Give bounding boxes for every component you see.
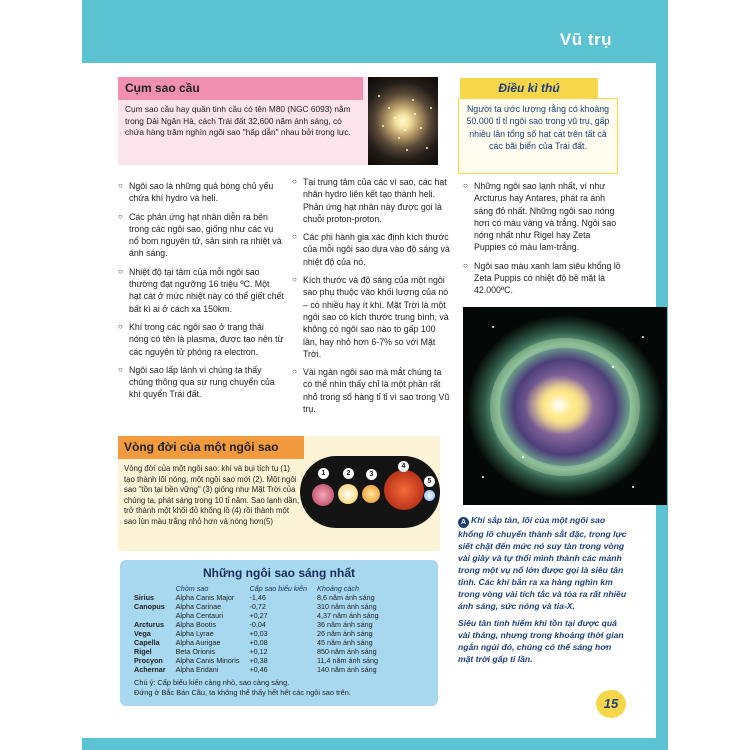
table-row [134, 638, 389, 647]
star-distance: 8,6 năm ánh sáng [317, 593, 375, 602]
supernova-image [463, 307, 667, 505]
middle-bullet: ○ Các phi hành gia xác định kích thước của mỗi ngôi sao dựa vào độ sáng và nhiệt độ của nó. [292, 231, 452, 268]
star-name: Canopus [134, 602, 165, 611]
wonder-box [458, 98, 618, 174]
column-header-constellation: Chòm sao [175, 584, 209, 593]
star-distance: 26 năm ánh sáng [317, 629, 373, 638]
star-magnitude: +0,03 [249, 629, 268, 638]
star-distance: 4,37 năm ánh sáng [317, 611, 379, 620]
star-name: Achernar [134, 665, 166, 674]
life-cycle-diagram [300, 456, 440, 528]
stage-1-label: 1 [318, 468, 329, 479]
star-name: Rigel [134, 647, 152, 656]
supernova-caption [458, 514, 628, 670]
star-constellation: Beta Orionis [175, 647, 216, 656]
left-bullet: ○ Nhiệt độ tại tâm của mỗi ngôi sao thường đạt ngưỡng 16 triệu ºC. Một hạt cát ở mức nhiệt này có thể giết chết bất kì ai ở cách xa 150km. [118, 266, 284, 315]
star-constellation: Alpha Bootis [175, 620, 216, 629]
table-row [134, 629, 389, 638]
stage-4-red-giant [384, 470, 424, 510]
wonder-heading-bar [460, 78, 598, 98]
stage-4-label: 4 [398, 461, 409, 472]
stage-3-label: 3 [366, 469, 377, 480]
left-bullet: ○ Ngôi sao lấp lánh vì chúng ta thấy chúng thông qua sự rung chuyển của khí quyển Trái đất. [118, 364, 284, 401]
caption-text-1: Khi sắp tàn, lõi của một ngôi sao khổng lồ chuyển thành sắt đặc, trọng lực siết chặt đến mức nó suy tàn trong vòng vài giây và tự thổi mình thành các mảnh trong một vụ nổ lớn được gọi là siêu tân tinh. Các khí bắn ra xa hàng nghìn km trong vòng vài tích tắc và tỏa ra rất nhiều ánh sáng, sức nóng và tia-X. [458, 515, 627, 611]
book-page [82, 0, 668, 750]
brightest-stars-box [120, 560, 438, 706]
star-constellation: Alpha Canis Major [175, 593, 235, 602]
stage-3-stable-star [362, 485, 380, 503]
star-distance: 310 năm ánh sáng [317, 602, 377, 611]
cluster-box [118, 77, 438, 165]
star-magnitude: -0,72 [249, 602, 266, 611]
wonder-text: Người ta ước lượng rằng có khoảng 50.000 tỉ tỉ ngôi sao trong vũ trụ, gấp nhiều lần tổng số hạt cát trên tất cả các bãi biển của Trái đất. [466, 104, 610, 151]
wonder-heading: Điều kì thú [498, 81, 560, 95]
column-header-name [134, 584, 176, 593]
stage-2-new-star [338, 484, 358, 504]
page-number: 15 [596, 690, 626, 718]
stars-note-1: Chú ý: Cấp biểu kiến càng nhỏ, sao càng sáng. [134, 678, 290, 687]
star-magnitude: +0,12 [249, 647, 268, 656]
right-bullet: ○ Ngôi sao màu xanh lam siêu khổng lồ Zeta Puppis có nhiệt độ bề mặt là 42.000ºC. [463, 260, 623, 297]
table-row [134, 665, 389, 674]
brightest-stars-title: Những ngôi sao sáng nhất [202, 566, 356, 580]
star-constellation: Alpha Canis Minoris [175, 656, 240, 665]
life-cycle-text: Vòng đời của một ngôi sao: khí và bụi tích tụ (1) tạo thành lõi nóng, một ngôi sao mới (2). Một ngôi sao "tồn tại bền vững" (3) giống như Mặt Trời của chúng ta, phát sáng trong 10 tỉ năm. Sao lạnh dần, trở thành một khối đỏ khổng lồ (4) rồi thành một sao lùn màu trắng nhỏ hơn và nóng hơn(5) [124, 464, 300, 526]
star-distance: 36 năm ánh sáng [317, 620, 373, 629]
star-constellation: Alpha Eridani [175, 665, 219, 674]
table-row [134, 593, 389, 602]
life-cycle-heading-bar [118, 436, 304, 459]
supernova-graphic [463, 307, 667, 505]
column-header-distance: Khoảng cách [317, 584, 359, 593]
brightest-stars-table [134, 584, 389, 674]
bottom-banner [82, 738, 668, 750]
table-row [134, 620, 389, 629]
caption-paragraph-1 [458, 514, 628, 612]
star-name: Procyon [134, 656, 163, 665]
star-magnitude: -0,04 [249, 620, 266, 629]
column-header-magnitude: Cấp sao biểu kiến [249, 584, 308, 593]
star-name: Vega [134, 629, 151, 638]
stars-note-2: Đứng ở Bắc Bán Cầu, ta không thể thấy hết hết các ngôi sao trên. [134, 687, 351, 697]
table-row [134, 647, 389, 656]
star-name: Arcturus [134, 620, 164, 629]
right-column [463, 180, 623, 303]
star-distance: 850 năm ánh sáng [317, 647, 377, 656]
star-constellation: Alpha Carinae [175, 602, 222, 611]
stage-1-nebula [312, 484, 334, 506]
star-distance: 11,4 năm ánh sáng [317, 656, 379, 665]
star-name: Sirius [134, 593, 154, 602]
caption-marker: A [458, 517, 469, 528]
table-row [134, 656, 389, 665]
star-distance: 45 năm ánh sáng [317, 638, 373, 647]
middle-bullet: ○ Kích thước và độ sáng của một ngôi sao phụ thuộc vào khối lượng của nó – có nhiều hay ít khí. Mặt Trời là một ngôi sao có kích thước trung bình, và không có ngôi sao nào to gấp 100 lần, hay nhỏ hơn 6-7% so với Mặt Trời. [292, 274, 452, 360]
globular-cluster-image [368, 77, 438, 165]
middle-column [292, 176, 452, 421]
star-distance: 140 năm ánh sáng [317, 665, 377, 674]
left-bullet: ○ Ngôi sao là những quả bóng chủ yếu chứa khí hydro và heli. [118, 180, 284, 205]
cluster-heading-bar [118, 77, 363, 100]
star-constellation: Alpha Centauri [175, 611, 224, 620]
middle-bullet: ○ Tại trung tâm của các vì sao, các hạt nhân hydro liên kết tạo thành heli. Phản ứng hạt nhân này được gọi là chuỗi proton-proton. [292, 176, 452, 225]
left-bullet: ○ Các phản ứng hạt nhân diễn ra bên trong các ngôi sao, giống như các vụ nổ bom nguyên tử, sản sinh ra nhiệt và ánh sáng. [118, 211, 284, 260]
right-bullet: ○ Những ngôi sao lạnh nhất, ví như Arcturus hay Antares, phát ra ánh sáng đỏ nhất. Những ngôi sao nóng hơn có màu vàng và trắng. Ngôi sao nóng nhất như Rigel hay Zeta Puppies có màu lam-trắng. [463, 180, 623, 254]
left-column [118, 180, 284, 407]
star-constellation: Alpha Aurigae [175, 638, 221, 647]
stars-notes [134, 678, 434, 697]
star-magnitude: +0,27 [249, 611, 268, 620]
middle-bullet: ○ Vài ngàn ngôi sao mà mắt chúng ta có thể nhìn thấy chỉ là một phần rất nhỏ trong số hàng tỉ tỉ vì sao trong Vũ trụ. [292, 366, 452, 415]
cluster-heading: Cụm sao cầu [125, 81, 200, 95]
stage-5-white-dwarf [424, 490, 435, 501]
star-name [134, 611, 176, 620]
stage-2-label: 2 [343, 468, 354, 479]
cluster-text: Cụm sao cầu hay quần tinh cầu có tên M80 (NGC 6093) nằm trong Dải Ngân Hà, cách Trái đất 32.600 năm ánh sáng, có chứa hàng trăm nghìn ngôi sao "hấp dẫn" nhau bởi trọng lực. [125, 104, 351, 137]
star-magnitude: +0,38 [249, 656, 268, 665]
life-cycle-heading: Vòng đời của một ngôi sao [124, 440, 279, 454]
star-magnitude: +0,46 [249, 665, 268, 674]
table-row [134, 611, 389, 620]
star-constellation: Alpha Lyrae [175, 629, 214, 638]
stage-5-label: 5 [424, 476, 435, 487]
star-magnitude: +0,08 [249, 638, 268, 647]
star-name: Capella [134, 638, 160, 647]
star-magnitude: -1,46 [249, 593, 266, 602]
caption-text-2: Siêu tân tinh hiếm khi tồn tại được quá vài tháng, nhưng trong khoảng thời gian ngắn ngủi đó, chúng có thể sáng hơn mặt trời gấp tỉ lần. [458, 618, 624, 664]
left-bullet: ○ Khí trong các ngôi sao ở trạng thái nóng có tên là plasma, được tạo nên từ các nguyên tử phóng ra electron. [118, 321, 284, 358]
table-row [134, 602, 389, 611]
page-title: Vũ trụ [559, 30, 612, 49]
